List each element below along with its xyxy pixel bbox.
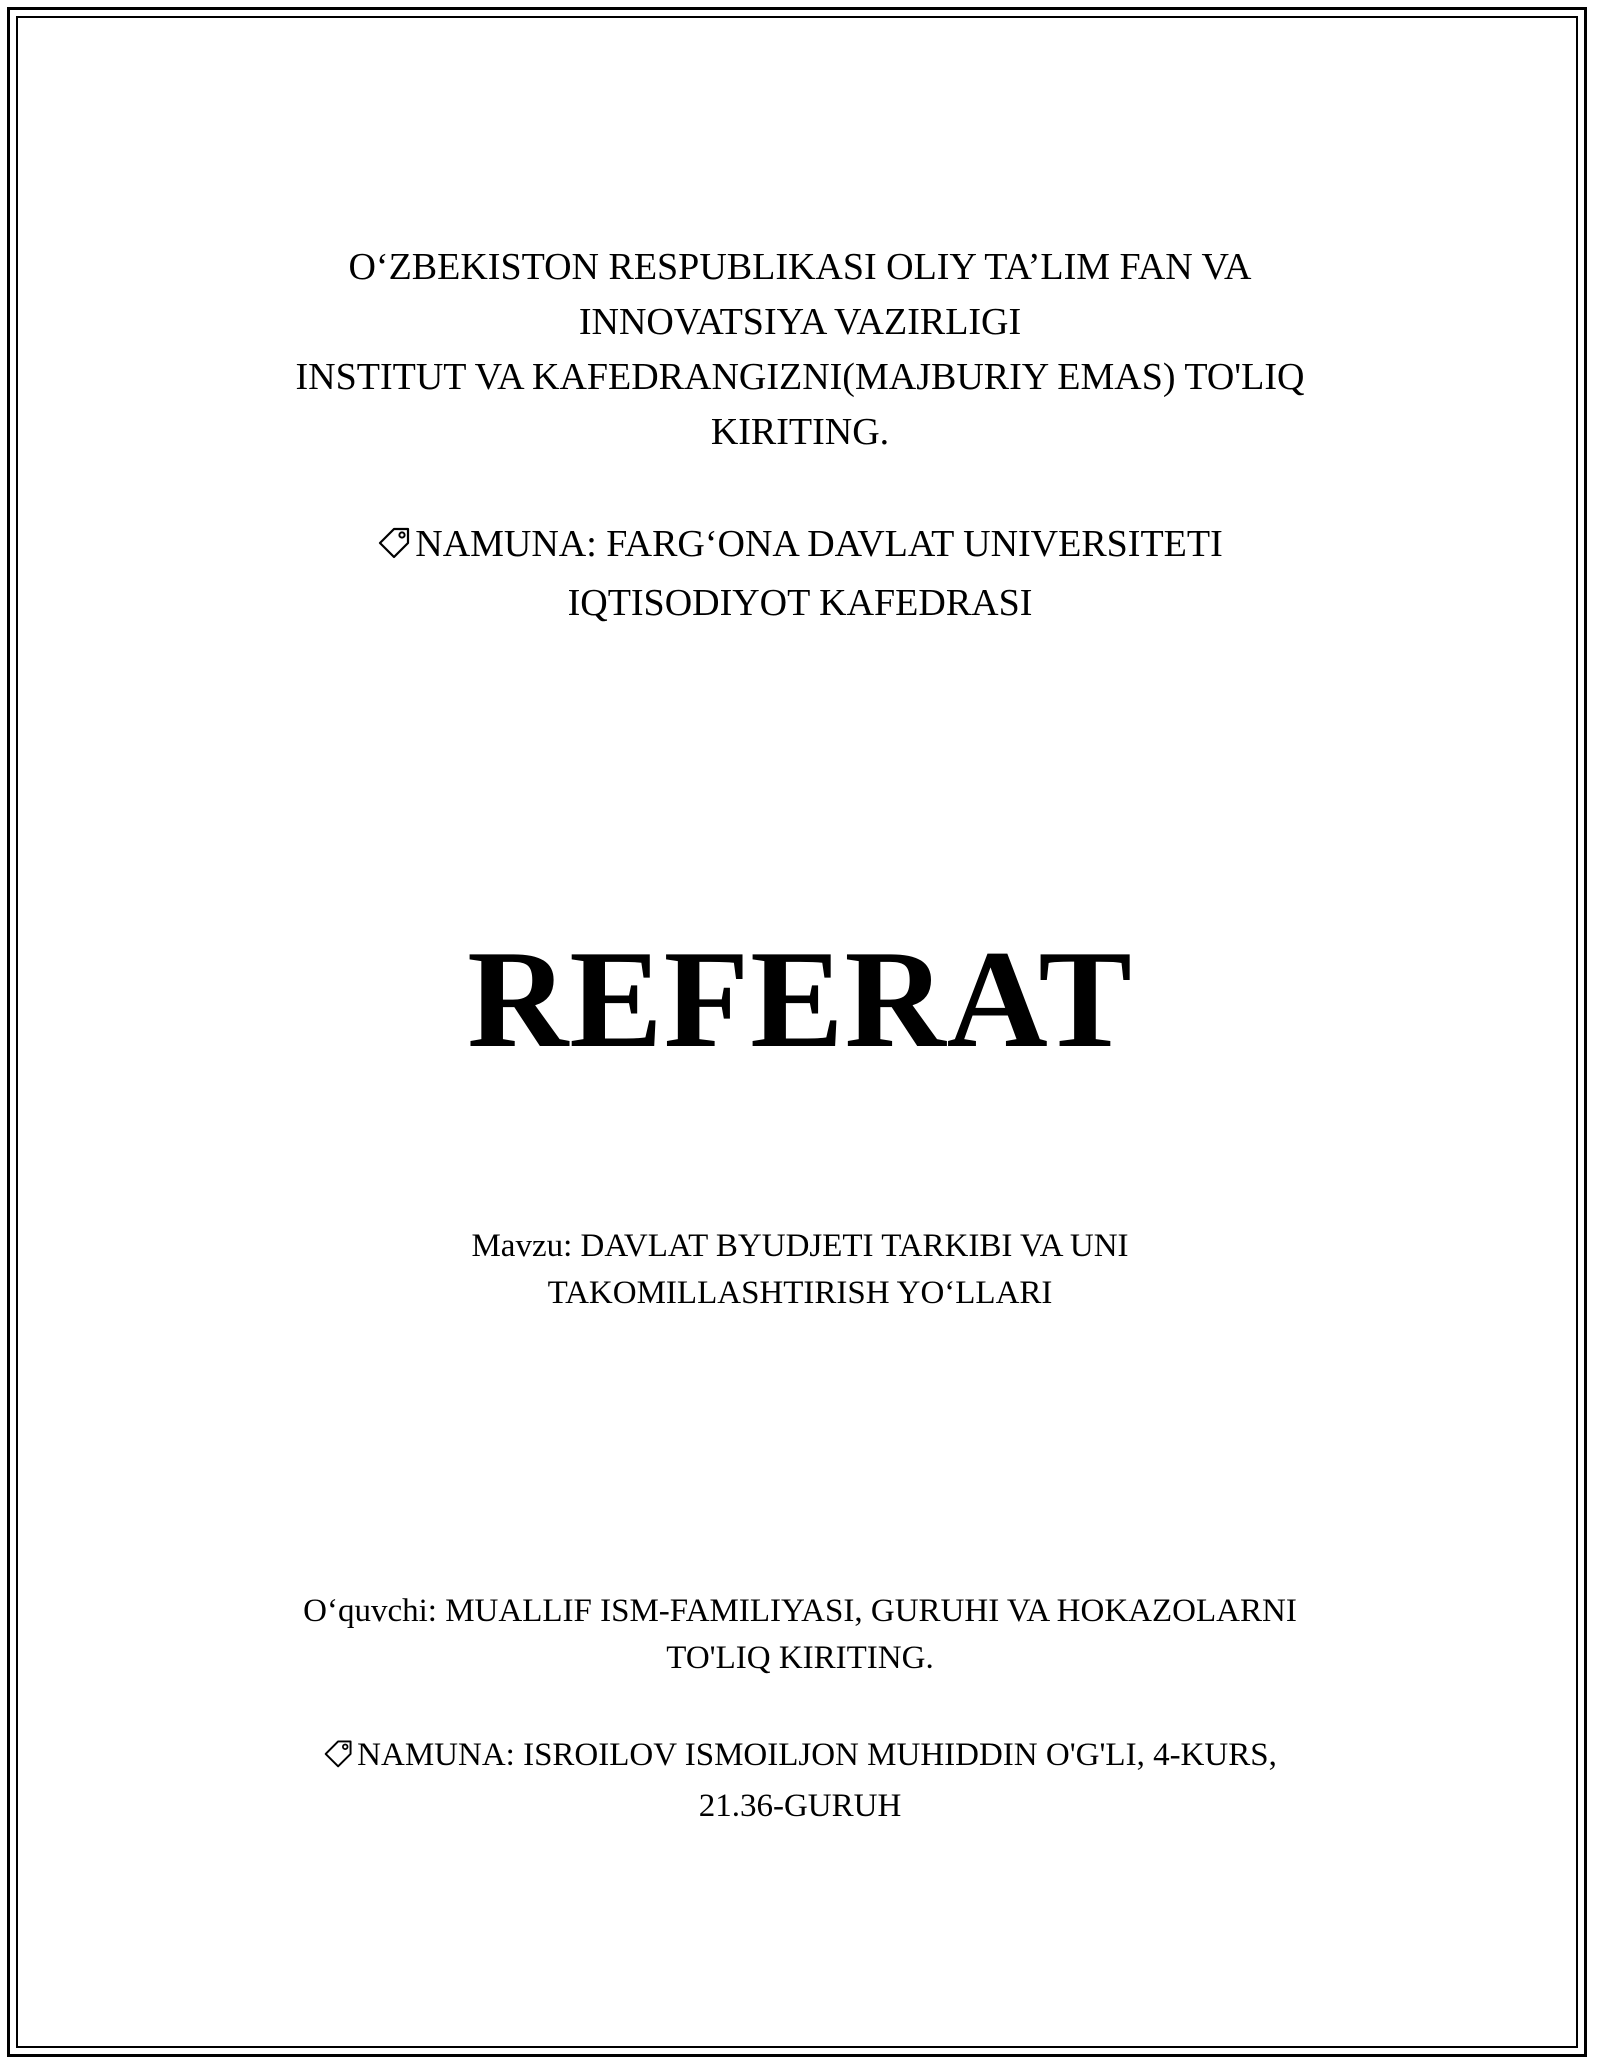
ministry-header (0, 240, 1600, 460)
author-sample (0, 1732, 1600, 1830)
topic-line-2: TAKOMILLASHTIRISH YO‘LLARI (547, 1275, 1053, 1311)
header-line-1: O‘ZBEKISTON RESPUBLIKASI OLIY TA’LIM FAN VA (348, 246, 1252, 288)
author-sample-text-1: NAMUNA: ISROILOV ISMOILJON MUHIDDIN O'G'LI, 4-KURS, (357, 1737, 1277, 1773)
tag-icon (377, 521, 413, 576)
author-sample-line-2: 21.36-GURUH (698, 1788, 902, 1824)
institute-sample-line-2: IQTISODIYOT KAFEDRASI (567, 582, 1033, 624)
topic (0, 1223, 1600, 1317)
tag-icon (323, 1736, 355, 1783)
header-line-2: INNOVATSIYA VAZIRLIGI (578, 301, 1022, 343)
author-line-2: TO'LIQ KIRITING. (666, 1640, 934, 1676)
header-line-3: INSTITUT VA KAFEDRANGIZNI(MAJBURIY EMAS) TO'LIQ (295, 356, 1305, 398)
author-info (0, 1588, 1600, 1682)
institute-sample-line-1 (0, 517, 1600, 576)
author-line-1: O‘quvchi: MUALLIF ISM-FAMILIYASI, GURUHI VA HOKAZOLARNI (303, 1593, 1297, 1629)
author-sample-line-1 (0, 1732, 1600, 1783)
institute-sample (0, 517, 1600, 631)
topic-line-1: Mavzu: DAVLAT BYUDJETI TARKIBI VA UNI (471, 1228, 1129, 1264)
page-title: REFERAT (467, 922, 1133, 1077)
header-line-4: KIRITING. (710, 411, 890, 453)
institute-sample-text-1: NAMUNA: FARG‘ONA DAVLAT UNIVERSITETI (415, 523, 1223, 565)
